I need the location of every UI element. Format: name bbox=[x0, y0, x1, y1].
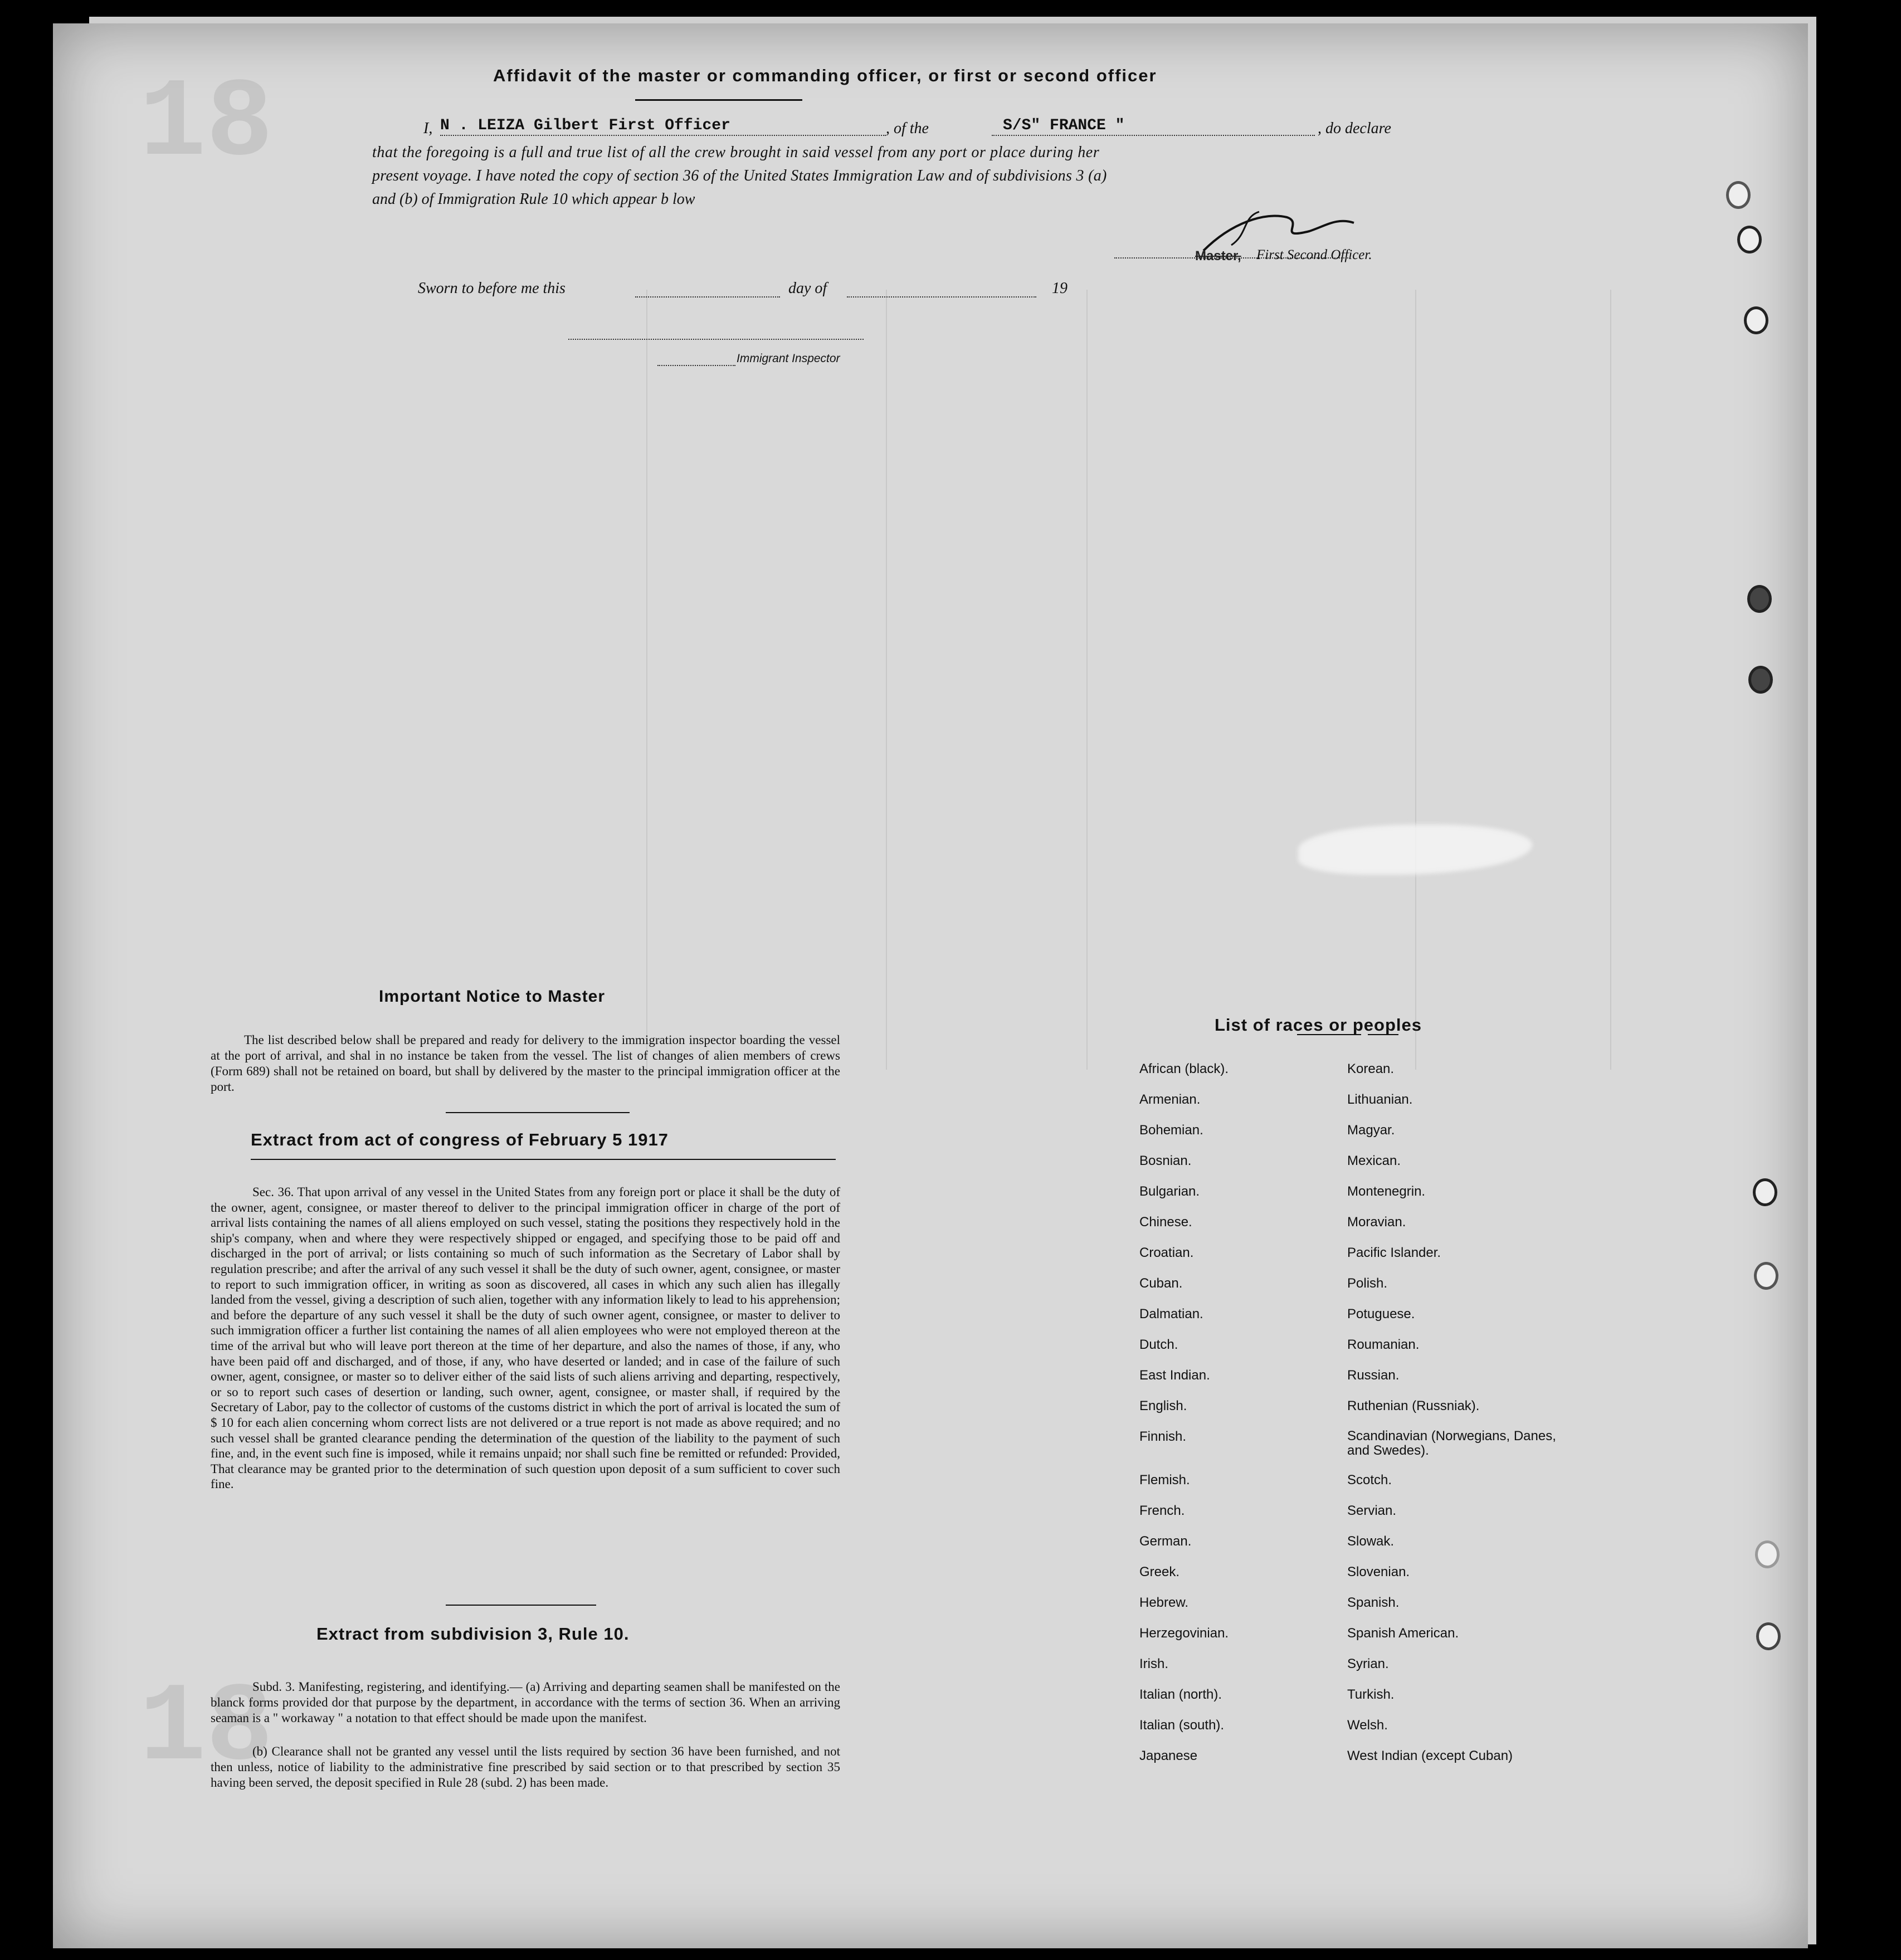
races-title: List of races or peoples bbox=[1215, 1015, 1422, 1035]
race-item: Welsh. bbox=[1347, 1718, 1388, 1733]
race-item: Turkish. bbox=[1347, 1687, 1395, 1702]
affidavit-line3: present voyage. I have noted the copy of section 36 of the United States Immigration Law and of subdivisions 3 (a) bbox=[372, 167, 1107, 184]
notice-title: Important Notice to Master bbox=[379, 987, 606, 1006]
race-item: Croatian. bbox=[1139, 1245, 1194, 1260]
binder-hole-icon bbox=[1744, 306, 1768, 334]
extract-act-text: Sec. 36. That upon arrival of any vessel in the United States from any foreign port or place it shall be the duty of the owner, agent, consignee, or master thereof to deliver to the principal immigration officer in charge of the port of arrival lists containing the names of all aliens employed on such vessel, stating the positions they respectively hold in the ship's company, when and where they were respectively shipped or engaged, and specifying those to be paid off and discharged in the port of arrival; or lists containing so much of such information as the Secretary of Labor shall by regulation prescribe; and after the arrival of any such vessel it shall be the duty of such owner, agent, consignee, or master to report to such immigration officer, in writing as soon as discovered, all cases in which any such alien has illegally landed from the vessel, giving a description of such alien, together with any information likely to lead to his apprehension; and before the departure of any such vessel it shall be the duty of such owner agent, consignee, or master to deliver to such immigration officer a further list containing the names of all alien employees who were not employed thereon at the time of the arrival but who will leave port thereon at the time of her departure, and also the names of those, if any, who have been paid off and discharged, and of those, if any, who have deserted or landed; and in case of the failure of such owner, agent, consignee, or master so to deliver either of the said lists of such aliens arriving and departing, respectively, or so to report such cases of desertion or landing, such owner, agent, consignee, or master shall, if required by the Secretary of Labor, pay to the collector of customs of the customs district in which the port of arrival is located the sum of $ 10 for each alien concerning whom correct lists are not delivered or a true report is not made as above required; and no such vessel shall be granted clearance pending the determination of the question of the liability to the payment of such fine, and, in the event such fine is imposed, while it remains unpaid; nor shall such fine be remitted or refunded: Provided, That clearance may be granted prior to the determination of such question upon deposit of a sum sufficient to cover such fine. bbox=[211, 1185, 840, 1491]
affidavit-i: I, bbox=[423, 120, 433, 137]
race-item: Korean. bbox=[1347, 1061, 1395, 1076]
document-page bbox=[53, 23, 1808, 1948]
race-item: Roumanian. bbox=[1347, 1337, 1420, 1352]
race-item: Bosnian. bbox=[1139, 1153, 1192, 1168]
binder-hole-icon bbox=[1756, 1622, 1781, 1650]
race-item: Italian (north). bbox=[1139, 1687, 1222, 1702]
race-item: Potuguese. bbox=[1347, 1306, 1415, 1322]
race-item: Ruthenian (Russniak). bbox=[1347, 1398, 1480, 1413]
race-item: Irish. bbox=[1139, 1656, 1169, 1671]
race-item: Greek. bbox=[1139, 1564, 1180, 1579]
binder-hole-icon bbox=[1754, 1262, 1778, 1290]
race-item: Russian. bbox=[1347, 1368, 1400, 1383]
race-item: Bohemian. bbox=[1139, 1123, 1203, 1138]
race-item: Slowak. bbox=[1347, 1534, 1395, 1549]
race-item: English. bbox=[1139, 1398, 1187, 1413]
race-item: West Indian (except Cuban) bbox=[1347, 1748, 1513, 1763]
race-item: Polish. bbox=[1347, 1276, 1388, 1291]
race-item: Chinese. bbox=[1139, 1215, 1192, 1230]
race-item: Spanish American. bbox=[1347, 1626, 1459, 1641]
race-item: Spanish. bbox=[1347, 1595, 1400, 1610]
race-item: Mexican. bbox=[1347, 1153, 1401, 1168]
extract-rule-para-b: (b) Clearance shall not be granted any vessel until the lists required by section 36 have been furnished, and not then unless, notice of liability to the administrative fine prescribed by said section or to that prescribed by section 35 having been served, the deposit specified in Rule 28 (subd. 2) has been made. bbox=[211, 1744, 840, 1790]
race-item: African (black). bbox=[1139, 1061, 1229, 1076]
sworn-day-of: day of bbox=[788, 280, 827, 297]
affidavit-vessel-name: S/S" FRANCE " bbox=[1003, 117, 1125, 134]
bleedthrough-numeral-bottom: 18 bbox=[139, 1666, 274, 1792]
officer-title: First Second Officer. bbox=[1256, 247, 1372, 262]
race-item: Servian. bbox=[1347, 1503, 1397, 1518]
race-item: Montenegrin. bbox=[1347, 1184, 1426, 1199]
immigrant-inspector-label: Immigrant Inspector bbox=[737, 352, 840, 365]
extract-act-title: Extract from act of congress of February 5 1917 bbox=[251, 1130, 669, 1149]
affidavit-line4: and (b) of Immigration Rule 10 which appear b low bbox=[372, 191, 695, 208]
sworn-year: 19 bbox=[1052, 280, 1068, 297]
race-item: Pacific Islander. bbox=[1347, 1245, 1441, 1260]
race-item: Dutch. bbox=[1139, 1337, 1178, 1352]
race-item: Japanese bbox=[1139, 1748, 1198, 1763]
binder-hole-icon bbox=[1747, 585, 1772, 613]
bleedthrough-numeral: 18 bbox=[139, 61, 274, 188]
race-item: East Indian. bbox=[1139, 1368, 1210, 1383]
binder-hole-icon bbox=[1753, 1178, 1777, 1206]
race-item: French. bbox=[1139, 1503, 1185, 1518]
race-item: Slovenian. bbox=[1347, 1564, 1410, 1579]
race-item: Dalmatian. bbox=[1139, 1306, 1203, 1322]
binder-hole-icon bbox=[1748, 666, 1773, 694]
affidavit-line2: that the foregoing is a full and true list of all the crew brought in said vessel from any port or place during her bbox=[372, 144, 1100, 161]
race-item: Syrian. bbox=[1347, 1656, 1389, 1671]
sworn-before: Sworn to before me this bbox=[418, 280, 566, 297]
race-item: Flemish. bbox=[1139, 1473, 1190, 1488]
notice-text: The list described below shall be prepared and ready for delivery to the immigration inspector boarding the vessel at the port of arrival, and shal in no instance be taken from the vessel. The list of changes of alien members of crews (Form 689) shall not be retained on board, but shall by delivered by the master to the principal immigration officer at the port. bbox=[211, 1033, 840, 1094]
affidavit-do-declare: , do declare bbox=[1318, 120, 1391, 137]
race-item: Moravian. bbox=[1347, 1215, 1406, 1230]
affidavit-title: Affidavit of the master or commanding officer, or first or second officer bbox=[493, 66, 1157, 85]
race-item: Armenian. bbox=[1139, 1092, 1201, 1107]
binder-hole-icon bbox=[1726, 181, 1751, 209]
race-item: Bulgarian. bbox=[1139, 1184, 1200, 1199]
binder-hole-icon bbox=[1737, 226, 1762, 253]
race-item: German. bbox=[1139, 1534, 1192, 1549]
extract-rule-para-a: Subd. 3. Manifesting, registering, and identifying.— (a) Arriving and departing seamen shall be manifested on the blanck forms provided dor that purpose by the department, in accordance with the terms of section 36. When an arriving seaman is a " workaway " a notation to that effect should be made upon the manifest. bbox=[211, 1680, 840, 1725]
race-item: Lithuanian. bbox=[1347, 1092, 1413, 1107]
extract-rule-title: Extract from subdivision 3, Rule 10. bbox=[316, 1624, 630, 1644]
race-item: Cuban. bbox=[1139, 1276, 1183, 1291]
race-item: Magyar. bbox=[1347, 1123, 1395, 1138]
race-item: Italian (south). bbox=[1139, 1718, 1225, 1733]
race-item: Scandinavian (Norwegians, Danes, and Swedes). bbox=[1347, 1428, 1556, 1458]
binder-hole-icon bbox=[1755, 1540, 1780, 1568]
race-item: Herzegovinian. bbox=[1139, 1626, 1229, 1641]
race-item: Hebrew. bbox=[1139, 1595, 1189, 1610]
affidavit-of-the: , of the bbox=[886, 120, 929, 137]
race-item: Scotch. bbox=[1347, 1473, 1392, 1488]
race-item: Finnish. bbox=[1139, 1429, 1187, 1444]
affidavit-officer-name: N . LEIZA Gilbert First Officer bbox=[440, 117, 730, 134]
officer-struck: Master, bbox=[1195, 248, 1241, 264]
